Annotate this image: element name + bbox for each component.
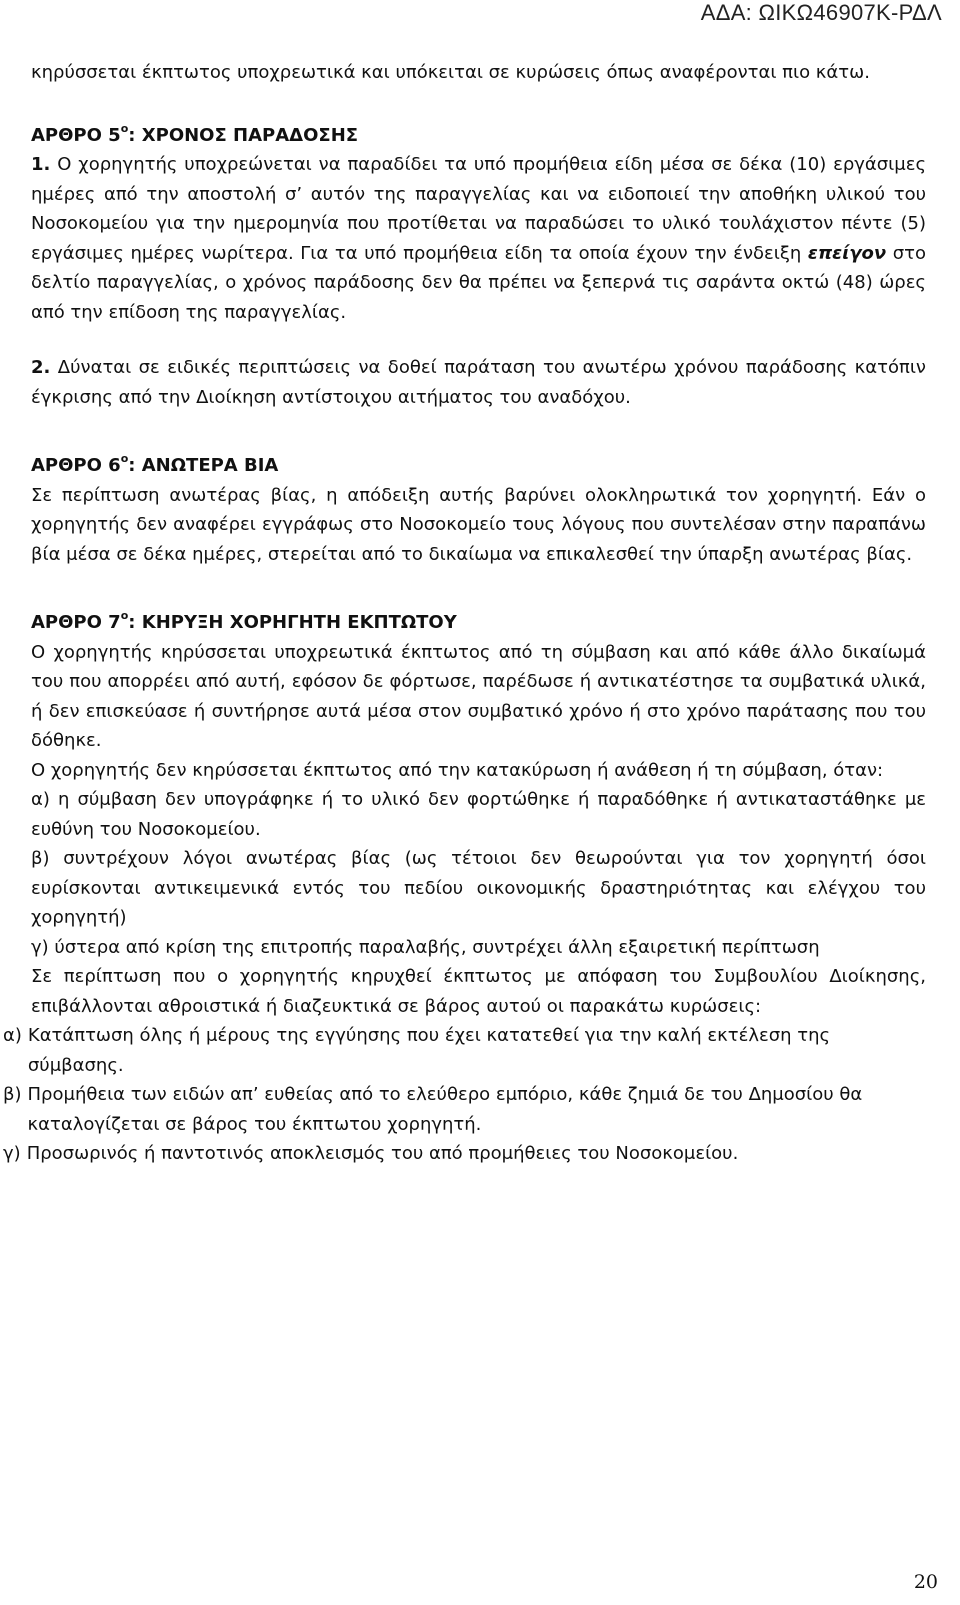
sanction-b-text: Προμήθεια των ειδών απ’ ευθείας από το ελεύθερο εμπόριο, κάθε ζημιά δε του Δημοσίου θα καταλογίζεται σε βάρος του έκπτωτου χορηγητή. [27,1084,863,1135]
sanction-c-text: Προσωρινός ή παντοτινός αποκλεισμός του από προμήθειες του Νοσοκομείου. [26,1143,739,1164]
article-6-text: Σε περίπτωση ανωτέρας βίας, η απόδειξη αυτής βαρύνει ολοκληρωτικά τον χορηγητή. Εάν ο χορηγητής δεν αναφέρει εγγράφως στο Νοσοκομείο τους λόγους που συντελέσαν στην παραπάνω βία μέσα σε δέκα ημέρες, στερείται από το δικαίωμα να επικαλεσθεί την ύπαρξη ανωτέρας βίας. [31,484,926,565]
spacer [31,569,926,601]
spacer [31,88,926,114]
sanction-b-label: β) [3,1084,22,1105]
sanction-c-label: γ) [3,1143,21,1164]
document-code: ΑΔΑ: ΩΙΚΩ46907Κ-ΡΔΛ [700,0,942,25]
document-body [3,58,927,1169]
article-5-item-2: 2. Δύναται σε ειδικές περιπτώσεις να δοθεί παράταση του ανωτέρω χρόνου παράδοσης κατόπιν έγκρισης από την Διοίκηση αντίστοιχου αιτήματος του αναδόχου. [31,357,926,408]
page-number: 20 [913,1571,938,1593]
spacer [31,327,926,353]
sanction-a [3,1021,926,1080]
article-6-heading: ΑΡΘΡΟ $6^o$: ΑΝΩΤΕΡΑ ΒΙΑ [31,452,279,476]
spacer [31,412,926,444]
article-7-case-b: β) συντρέχουν λόγοι ανωτέρας βίας (ως τέτοιοι δεν θεωρούνται για τον χορηγητή όσοι ευρίσκονται αντικειμενικά εντός του πεδίου οικονομικής δραστηριότητας και ελέγχου του χορηγητή) [31,848,926,928]
article-7-para-1: Ο χορηγητής κηρύσσεται υποχρεωτικά έκπτωτος από τη σύμβαση και από κάθε άλλο δικαίωμά του που απορρέει από αυτή, εφόσον δε φόρτωσε, παρέδωσε ή αντικατέστησε τα συμβατικά υλικά, ή δεν επισκεύασε ή συντήρησε αυτά μέσα στον συμβατικό χρόνο ή στο χρόνο παράτασης που του δόθηκε. [31,641,926,751]
sanction-b [3,1080,926,1139]
intro-text: κηρύσσεται έκπτωτος υποχρεωτικά και υπόκειται σε κυρώσεις όπως αναφέρονται πιο κάτω. [31,62,870,83]
article-7-para-3: Σε περίπτωση που ο χορηγητής κηρυχθεί έκπτωτος με απόφαση του Συμβουλίου Διοίκησης, επιβάλλονται αθροιστικά ή διαζευκτικά σε βάρος αυτού οι παρακάτω κυρώσεις: [31,966,926,1017]
article-7-case-c: γ) ύστερα από κρίση της επιτροπής παραλαβής, συντρέχει άλλη εξαιρετική περίπτωση [31,936,820,958]
article-7-para-2: Ο χορηγητής δεν κηρύσσεται έκπτωτος από την κατακύρωση ή ανάθεση ή τη σύμβαση, όταν: [31,759,884,781]
article-5-item-1: 1. Ο χορηγητής υποχρεώνεται να παραδίδει τα υπό προμήθεια είδη μέσα σε δέκα (10) εργάσιμες ημέρες από την αποστολή σ’ αυτόν της παραγγελίας και να ειδοποιεί την αποθήκη υλικού του Νοσοκομείου για την ημερομηνία που προτίθεται να παραδώσει το υλικό τουλάχιστον πέντε (5) εργάσιμες ημέρες νωρίτερα. Για τα υπό προμήθεια είδη τα οποία έχουν την ένδειξη επείγον στο δελτίο παραγγελίας, ο χρόνος παράδοσης δεν θα πρέπει να ξεπερνά τις σαράντα οκτώ (48) ώρες από την επίδοση της παραγγελίας. [31,154,927,323]
sanction-a-label: α) [3,1025,22,1046]
sanction-c [3,1139,926,1169]
article-7-case-a: α) η σύμβαση δεν υπογράφηκε ή το υλικό δεν φορτώθηκε ή παραδόθηκε ή αντικαταστάθηκε με ευθύνη του Νοσοκομείου. [31,789,926,840]
sanction-a-text: Κατάπτωση όλης ή μέρους της εγγύησης που έχει κατατεθεί για την καλή εκτέλεση της σύμβασης. [27,1025,831,1076]
article-5-heading: ΑΡΘΡΟ $5^o$: ΧΡΟΝΟΣ ΠΑΡΑΔΟΣΗΣ [31,121,359,146]
article-7-heading: ΑΡΘΡΟ $7^o$: ΚΗΡΥΞΗ ΧΟΡΗΓΗΤΗ ΕΚΠΤΩΤΟΥ [31,609,457,633]
urgent-emphasis: επείγον [807,242,887,264]
